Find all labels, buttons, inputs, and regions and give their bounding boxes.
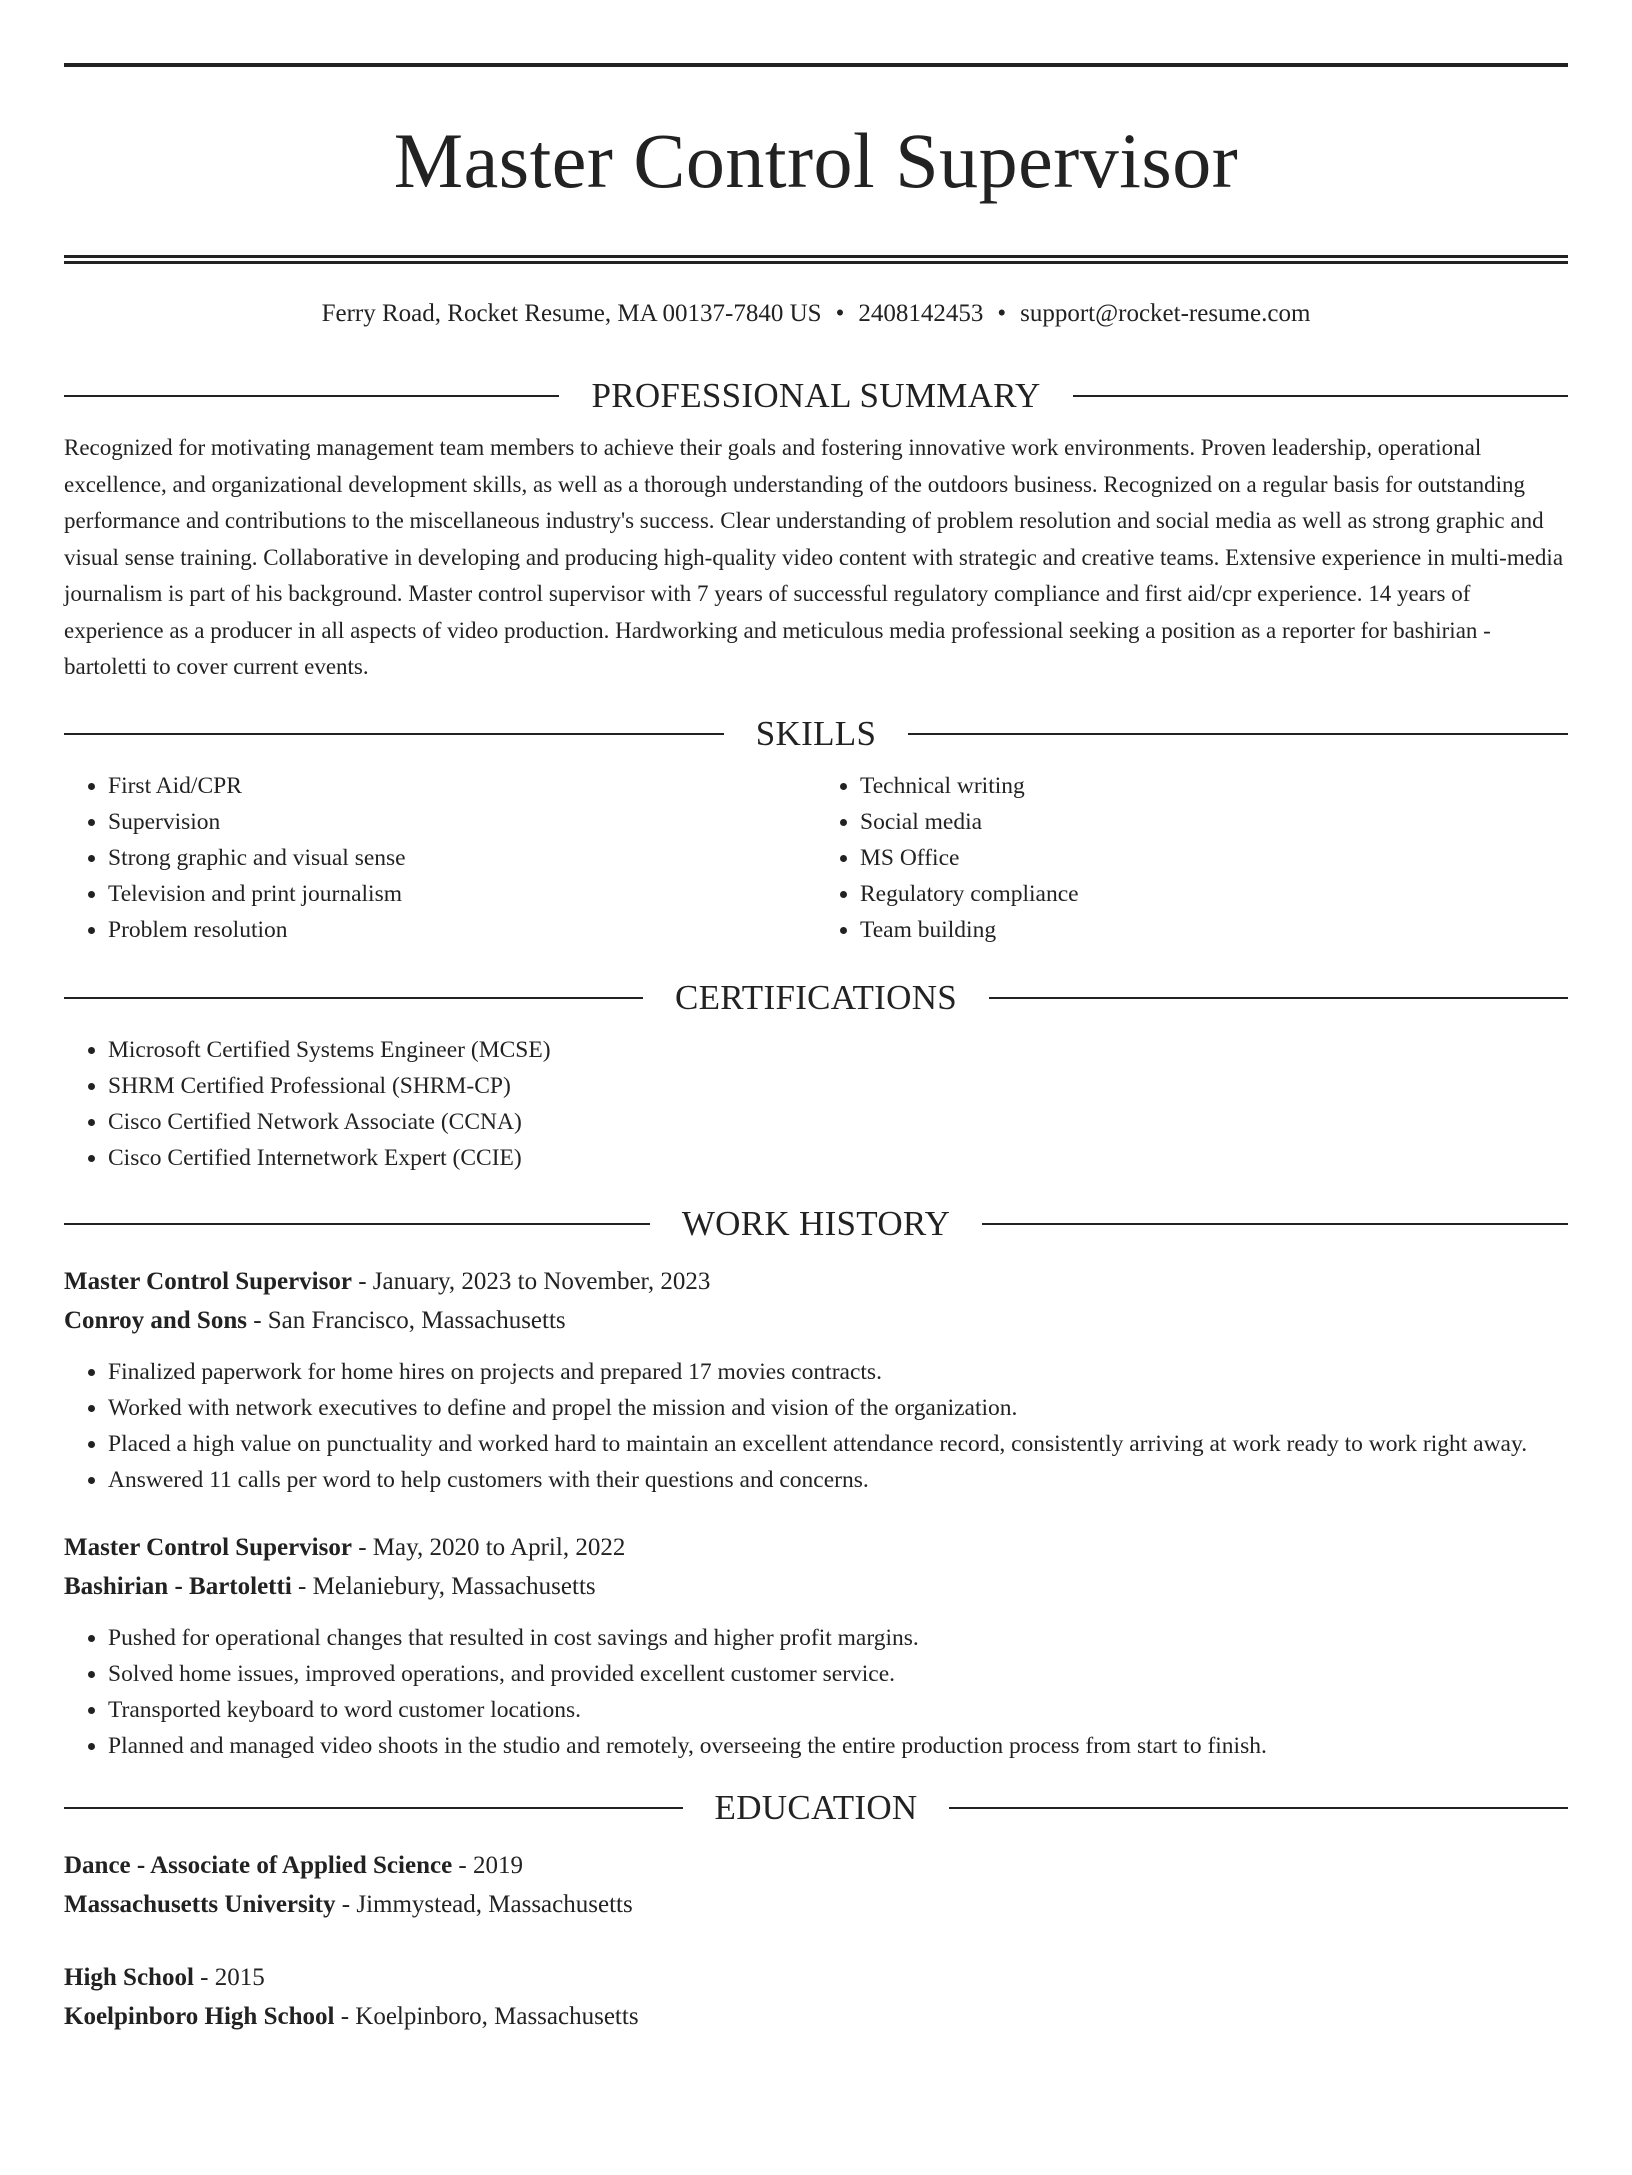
contact-line [64, 298, 1568, 330]
contact-separator: • [835, 300, 845, 327]
job-bullet: • Placed a high value on punctuality and worked hard to maintain an excellent attendance record, consistently arriving at work ready to work right away. [108, 1426, 1568, 1462]
contact-phone: 2408142453 [858, 300, 984, 327]
education-school: Massachusetts University [64, 1890, 336, 1918]
section-title: CERTIFICATIONS [674, 977, 958, 1017]
heading-rule [64, 395, 559, 397]
skill-item: • First Aid/CPR [108, 768, 816, 804]
certifications-list [64, 1032, 1568, 1176]
job-title: Master Control Supervisor [64, 1267, 352, 1295]
section-title: EDUCATION [714, 1787, 918, 1827]
education-degree: High School [64, 1963, 194, 1991]
job-bullet: • Transported keyboard to word customer locations. [108, 1692, 1568, 1728]
candidate-name: Master Control Supervisor [393, 117, 1239, 204]
section-title: SKILLS [755, 713, 877, 753]
heading-rule [949, 1807, 1568, 1809]
job-bullet: • Answered 11 calls per word to help customers with their questions and concerns. [108, 1462, 1568, 1498]
job-title-line [64, 1528, 1568, 1567]
job-bullet: • Solved home issues, improved operations, and provided excellent customer service. [108, 1656, 1568, 1692]
education-school-line [64, 1885, 1568, 1924]
education-degree-line [64, 1958, 1568, 1997]
skill-item: • MS Office [860, 840, 1568, 876]
skills-column-right [816, 768, 1568, 948]
job-bullet: • Pushed for operational changes that resulted in cost savings and higher profit margins. [108, 1620, 1568, 1656]
skill-item: • Problem resolution [108, 912, 816, 948]
section-heading-skills [64, 712, 1568, 756]
heading-rule [64, 997, 643, 999]
job-bullet: • Worked with network executives to define and propel the mission and vision of the organization. [108, 1390, 1568, 1426]
section-heading-certifications [64, 976, 1568, 1020]
resume-page [0, 63, 1632, 2175]
skills-column-left [64, 768, 816, 948]
education-school-line [64, 1997, 1568, 2036]
job-title: Master Control Supervisor [64, 1533, 352, 1561]
certification-item: • Microsoft Certified Systems Engineer (MCSE) [108, 1032, 1568, 1068]
education-degree-line [64, 1846, 1568, 1885]
section-heading-work [64, 1202, 1568, 1246]
certification-item: • Cisco Certified Network Associate (CCNA) [108, 1104, 1568, 1140]
skill-item: • Supervision [108, 804, 816, 840]
job-dates: - January, 2023 to November, 2023 [351, 1267, 711, 1295]
heading-rule [1073, 395, 1568, 397]
skills-list [816, 768, 1568, 948]
double-rule [64, 255, 1568, 264]
job-company: Bashirian - Bartoletti [64, 1572, 292, 1600]
education-location: - Jimmystead, Massachusetts [335, 1890, 633, 1918]
skill-item: • Regulatory compliance [860, 876, 1568, 912]
education-school: Koelpinboro High School [64, 2002, 335, 2030]
job-bullet: • Finalized paperwork for home hires on projects and prepared 17 movies contracts. [108, 1354, 1568, 1390]
skill-item: • Social media [860, 804, 1568, 840]
education-location: - Koelpinboro, Massachusetts [334, 2002, 639, 2030]
job-entry [64, 1528, 1568, 1764]
job-entry [64, 1262, 1568, 1498]
contact-address: Ferry Road, Rocket Resume, MA 00137-7840 US [321, 300, 822, 327]
education-year: - 2019 [452, 1851, 523, 1879]
section-heading-education [64, 1786, 1568, 1830]
section-title: WORK HISTORY [681, 1203, 951, 1243]
job-title-line [64, 1262, 1568, 1301]
education-entry [64, 1846, 1568, 1924]
certification-item: • Cisco Certified Internetwork Expert (CCIE) [108, 1140, 1568, 1176]
job-bullets [64, 1354, 1568, 1498]
section-title: PROFESSIONAL SUMMARY [591, 376, 1041, 415]
section-heading-summary [64, 374, 1568, 418]
job-location: - Melaniebury, Massachusetts [291, 1572, 596, 1600]
education-entry [64, 1958, 1568, 2036]
skills-grid [64, 768, 1568, 948]
job-bullet: • Planned and managed video shoots in the studio and remotely, overseeing the entire production process from start to finish. [108, 1728, 1568, 1764]
heading-rule [64, 733, 724, 735]
skill-item: • Strong graphic and visual sense [108, 840, 816, 876]
heading-rule [989, 997, 1568, 999]
heading-rule [908, 733, 1568, 735]
skill-item: • Technical writing [860, 768, 1568, 804]
job-bullets [64, 1620, 1568, 1764]
contact-separator: • [997, 300, 1007, 327]
skill-item: • Television and print journalism [108, 876, 816, 912]
skill-item: • Team building [860, 912, 1568, 948]
education-year: - 2015 [193, 1963, 265, 1991]
top-rule [64, 63, 1568, 67]
summary-text: Recognized for motivating management team members to achieve their goals and fostering innovative work environments. Proven leadership, operational excellence, and organizational development skills, as well as a thorough understanding of the outdoors business. Recognized on a regular basis for outstanding performance and contributions to the miscellaneous industry's success. Clear understanding of problem resolution and social media as well as strong graphic and visual sense training. Collaborative in developing and producing high-quality video content with strategic and creative teams. Extensive experience in multi-media journalism is part of his background. Master control supervisor with 7 years of successful regulatory compliance and first aid/cpr experience. 14 years of experience as a producer in all aspects of video production. Hardworking and meticulous media professional seeking a position as a reporter for bashirian - bartoletti to cover current events. [64, 435, 1564, 679]
certification-item: • SHRM Certified Professional (SHRM-CP) [108, 1068, 1568, 1104]
contact-email: support@rocket-resume.com [1020, 300, 1311, 327]
job-company-line [64, 1567, 1568, 1606]
job-dates: - May, 2020 to April, 2022 [351, 1533, 626, 1561]
job-company-line [64, 1301, 1568, 1340]
skills-list [64, 768, 816, 948]
heading-rule [64, 1223, 650, 1225]
job-company: Conroy and Sons [64, 1306, 247, 1334]
job-location: - San Francisco, Massachusetts [246, 1306, 566, 1334]
education-degree: Dance - Associate of Applied Science [64, 1851, 453, 1879]
heading-rule [64, 1807, 683, 1809]
heading-rule [982, 1223, 1568, 1225]
